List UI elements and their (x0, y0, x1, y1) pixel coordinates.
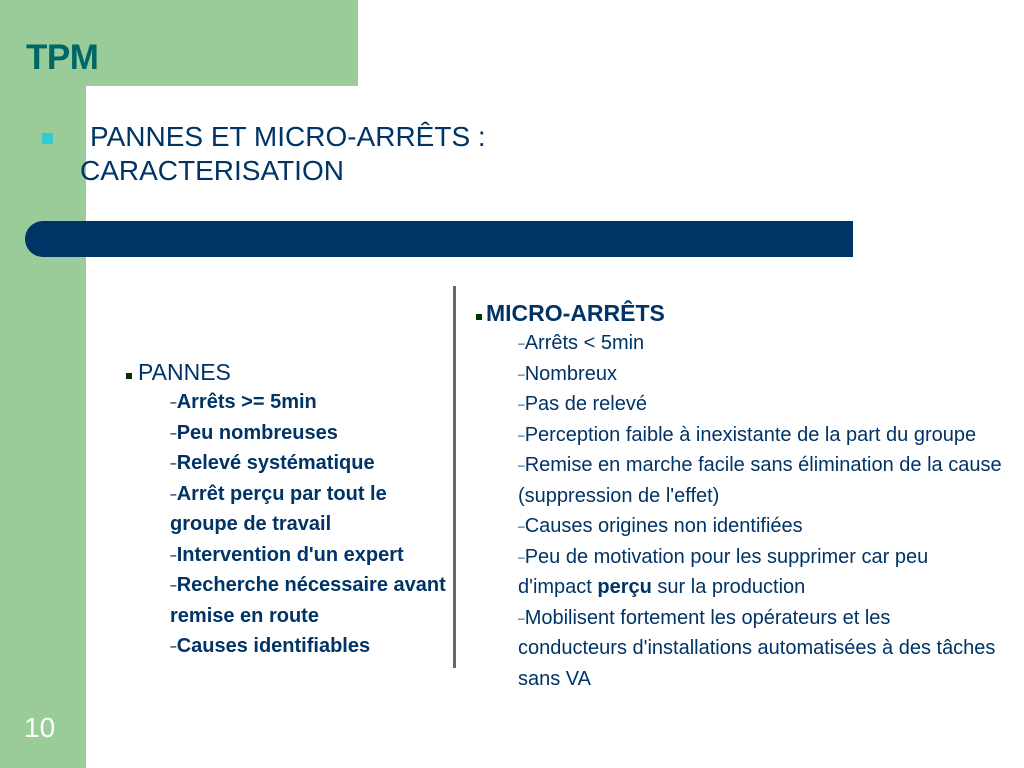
micro-arrets-heading-text: MICRO-ARRÊTS (486, 300, 665, 326)
dash-bullet-icon: – (518, 610, 525, 625)
micro-arrets-heading (474, 298, 1004, 328)
dash-bullet-icon: – (518, 549, 525, 564)
list-item: –Peu nombreuses (170, 421, 338, 444)
dash-bullet-icon: – (518, 427, 525, 442)
dash-bullet-icon: – (518, 458, 525, 472)
pannes-heading-text: PANNES (138, 359, 231, 385)
list-item: –Arrêt perçu par tout le groupe de travail (170, 482, 387, 535)
pannes-list (124, 387, 454, 662)
dash-bullet-icon: – (518, 519, 525, 533)
slide-title: TPM (26, 38, 99, 77)
dash-bullet-icon: – (170, 578, 177, 592)
micro-arrets-column (474, 298, 1004, 694)
list-item: –Nombreux (518, 362, 617, 385)
green-left-bar (0, 0, 86, 768)
emphasis-percu: perçu (597, 576, 652, 598)
dash-bullet-icon: – (518, 366, 525, 381)
square-bullet-icon (476, 314, 482, 320)
list-item: –Relevé systématique (170, 452, 375, 474)
heading-line-2: CARACTERISATION (80, 155, 344, 186)
square-bullet-icon (126, 373, 132, 379)
list-item: –Peu de motivation pour les supprimer car peu d'impact perçu sur la production (518, 545, 929, 598)
title-band (25, 221, 853, 257)
page-number: 10 (24, 712, 56, 743)
list-item: –Arrêts >= 5min (170, 391, 317, 413)
pannes-heading (124, 357, 454, 387)
dash-bullet-icon: – (170, 639, 177, 653)
dash-bullet-icon: – (170, 547, 177, 562)
dash-bullet-icon: – (170, 395, 177, 409)
list-item: –Recherche nécessaire avant remise en route (170, 574, 446, 627)
list-item: –Mobilisent fortement les opérateurs et les conducteurs d'installations automatisées à des tâches sans VA (518, 606, 996, 690)
list-item: –Causes identifiables (170, 635, 371, 657)
list-item: –Perception faible à inexistante de la part du groupe (518, 423, 977, 446)
list-item: –Intervention d'un expert (170, 543, 404, 566)
dash-bullet-icon: – (518, 397, 525, 411)
list-item: –Remise en marche facile sans élimination de la cause (suppression de l'effet) (518, 454, 1002, 507)
dash-bullet-icon: – (170, 425, 177, 440)
list-item: –Pas de relevé (518, 393, 647, 415)
dash-bullet-icon: – (518, 336, 525, 350)
heading-line-1: PANNES ET MICRO-ARRÊTS : (90, 121, 486, 152)
list-item: –Arrêts < 5min (518, 332, 645, 354)
square-bullet-icon (42, 133, 53, 144)
list-item: –Causes origines non identifiées (518, 515, 803, 537)
dash-bullet-icon: – (170, 456, 177, 470)
dash-bullet-icon: – (170, 486, 177, 501)
slide-heading (42, 120, 486, 188)
pannes-column (124, 357, 454, 662)
micro-arrets-list (474, 328, 1004, 694)
